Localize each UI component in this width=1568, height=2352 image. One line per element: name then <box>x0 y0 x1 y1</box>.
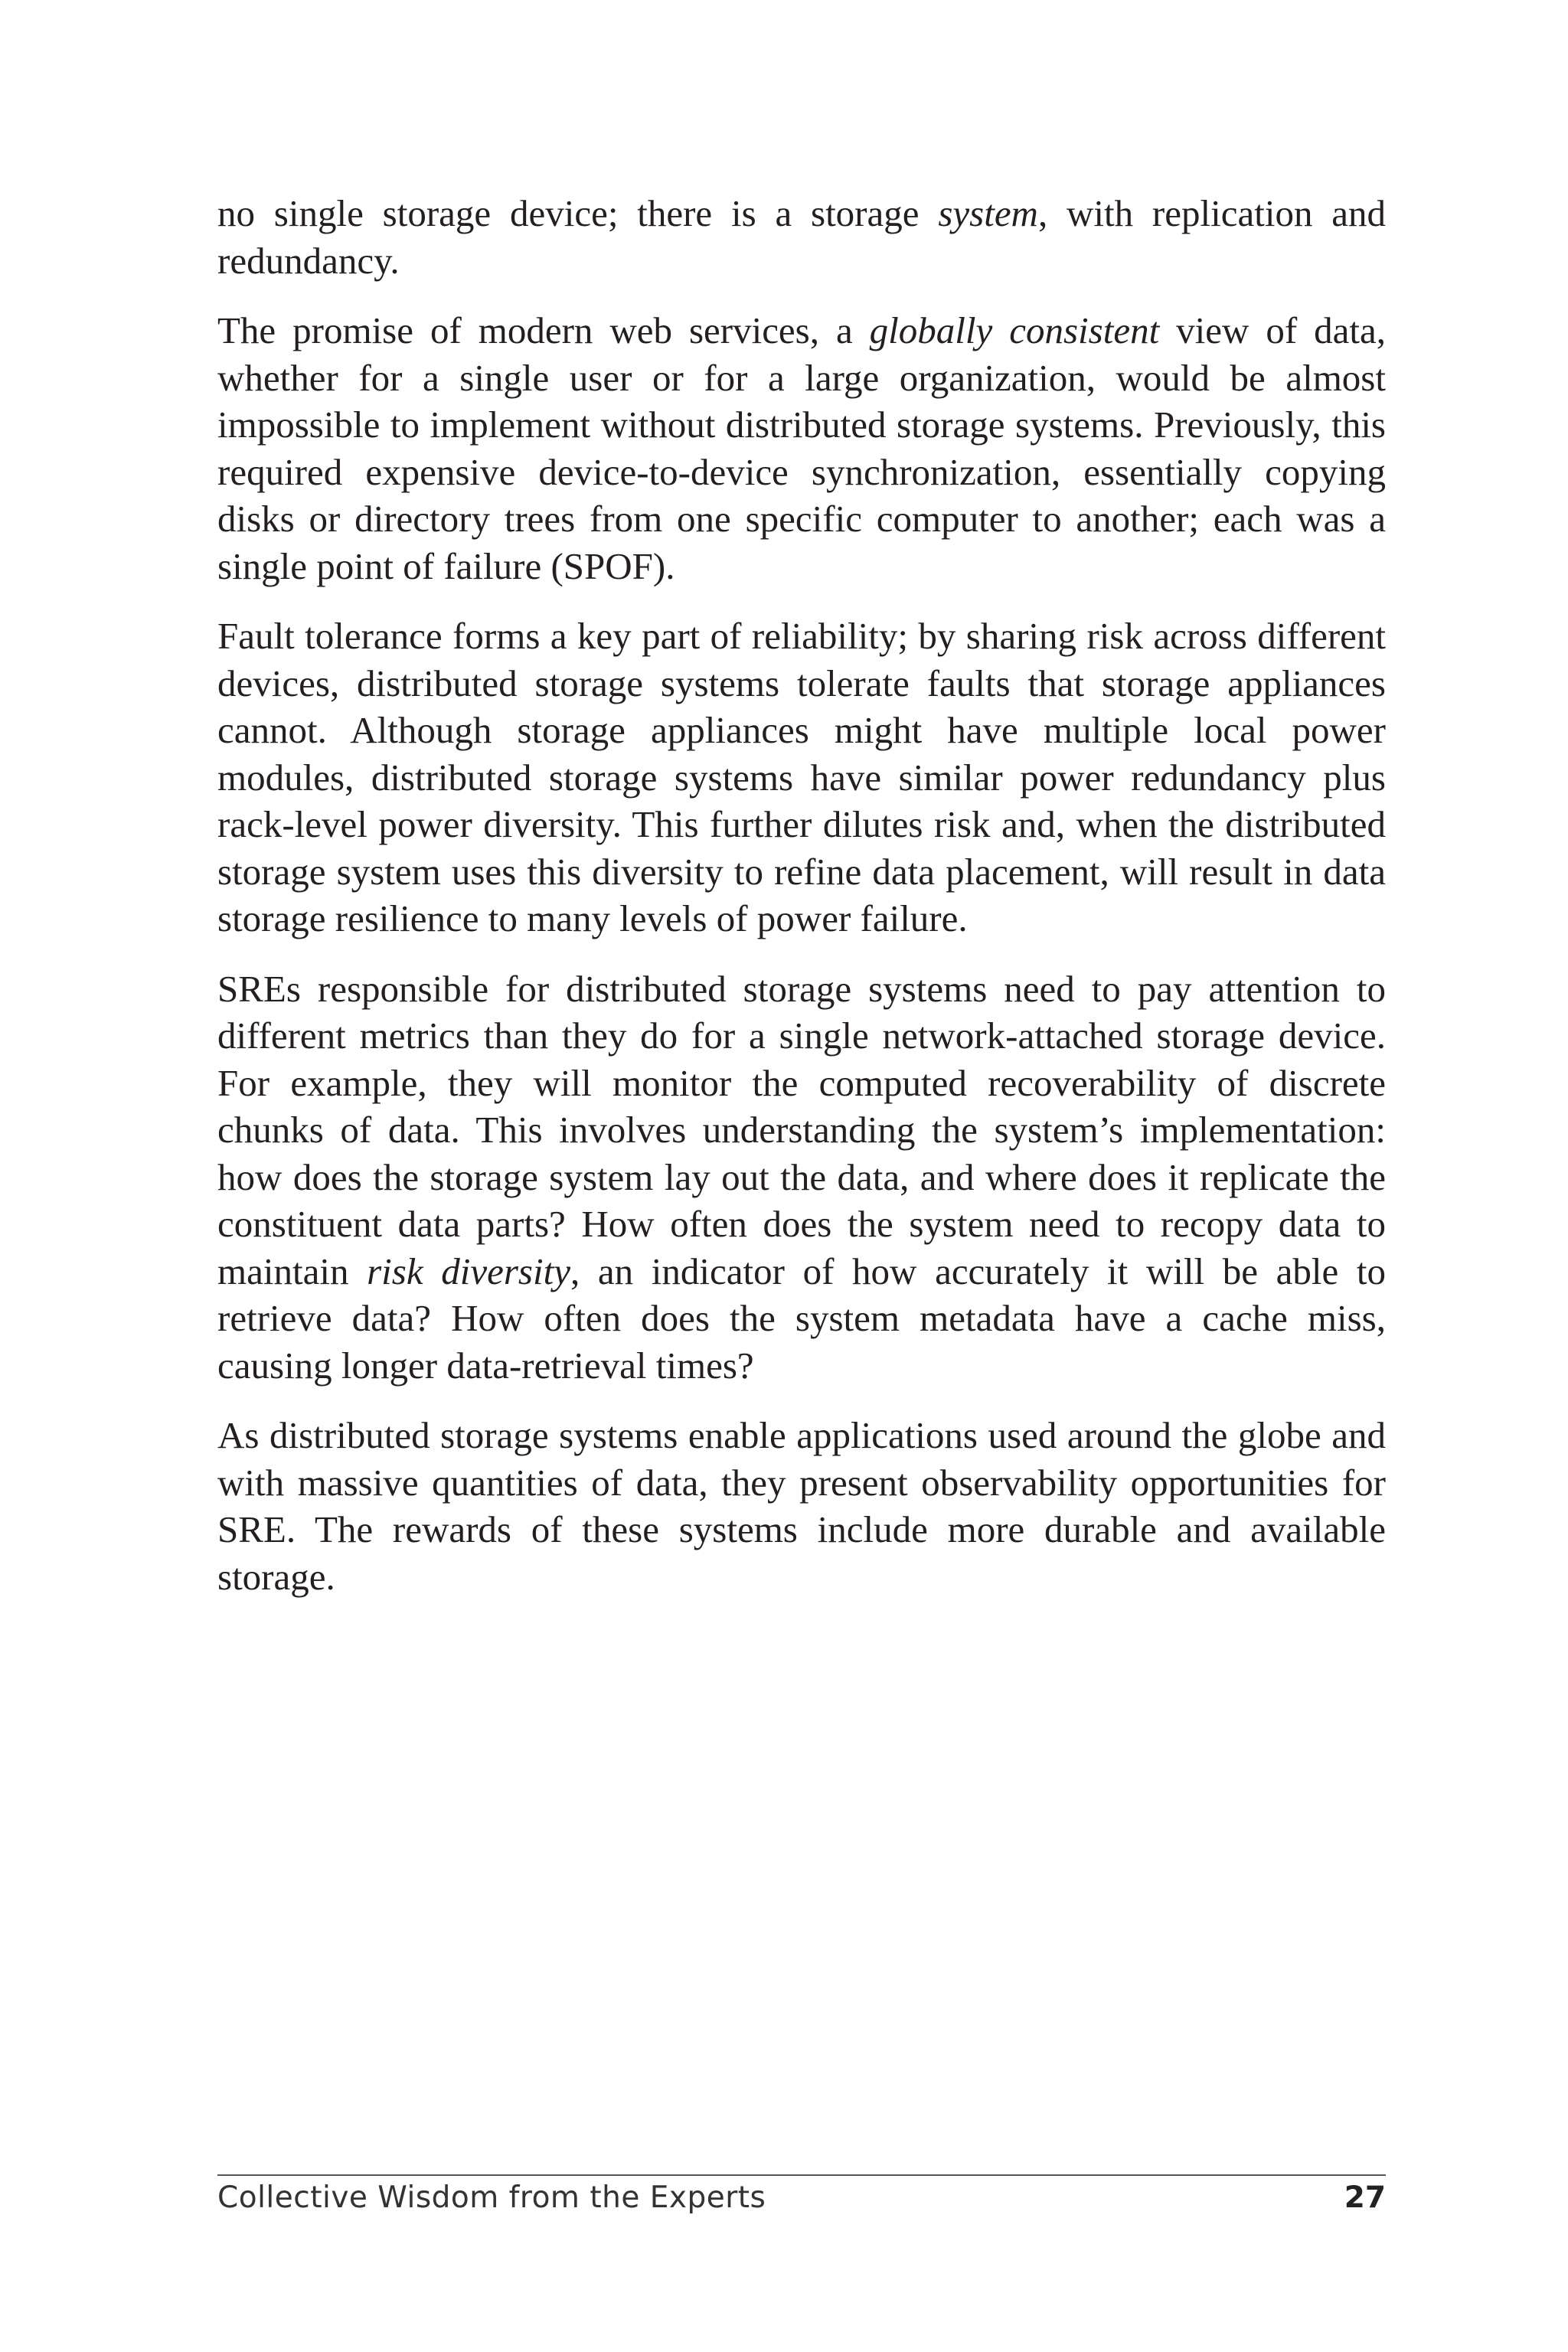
body-text <box>217 190 1386 1623</box>
paragraph <box>217 190 1386 284</box>
footer-divider <box>217 2174 1386 2176</box>
paragraph <box>217 612 1386 942</box>
text-run: The promise of modern web services, a <box>217 309 870 351</box>
paragraph <box>217 1412 1386 1600</box>
text-run: As distributed storage systems enable applications used around the globe and with massive quantities of data, they present observability opportunities for SRE. The rewards of these systems include more durable and available storage. <box>217 1414 1386 1598</box>
text-run: , an indicator of how accurately it will be able to retrieve data? How often does the system metadata have a cache miss, causing longer data-retrieval times? <box>217 1250 1387 1387</box>
emphasis-text: system <box>938 192 1038 234</box>
paragraph <box>217 307 1386 590</box>
page-number: 27 <box>1344 2180 1386 2215</box>
text-run: SREs responsible for distributed storage systems need to pay attention to different metrics than they do for a single network-attached storage device. For example, they will monitor the computed recoverability of discrete chunks of data. This involves understanding the system’s implementation: how does the storage system lay out the data, and where does it replicate the constituent data parts? How often does the system need to recopy data to maintain <box>217 967 1386 1292</box>
text-run: , with replication and redundancy. <box>217 192 1386 282</box>
text-run: view of data, whether for a single user or for a large organization, would be almost impossible to implement without distributed storage systems. Previously, this required expensive device-to-device synchronization, essentially copying disks or directory trees from one specific computer to another; each was a single point of failure (SPOF). <box>217 309 1386 587</box>
text-run: no single storage device; there is a storage <box>217 192 939 234</box>
emphasis-text: risk diversity <box>367 1250 570 1292</box>
text-run: Fault tolerance forms a key part of reliability; by sharing risk across different devices, distributed storage systems tolerate faults that storage appliances cannot. Although storage appliances might have multiple local power modules, distributed storage systems have similar power redundancy plus rack-level power diversity. This further dilutes risk and, when the distributed storage system uses this diversity to refine data placement, will result in data storage resilience to many levels of power failure. <box>217 615 1386 939</box>
footer-book-title: Collective Wisdom from the Experts <box>217 2180 766 2215</box>
paragraph <box>217 965 1386 1390</box>
emphasis-text: globally consistent <box>869 309 1160 351</box>
